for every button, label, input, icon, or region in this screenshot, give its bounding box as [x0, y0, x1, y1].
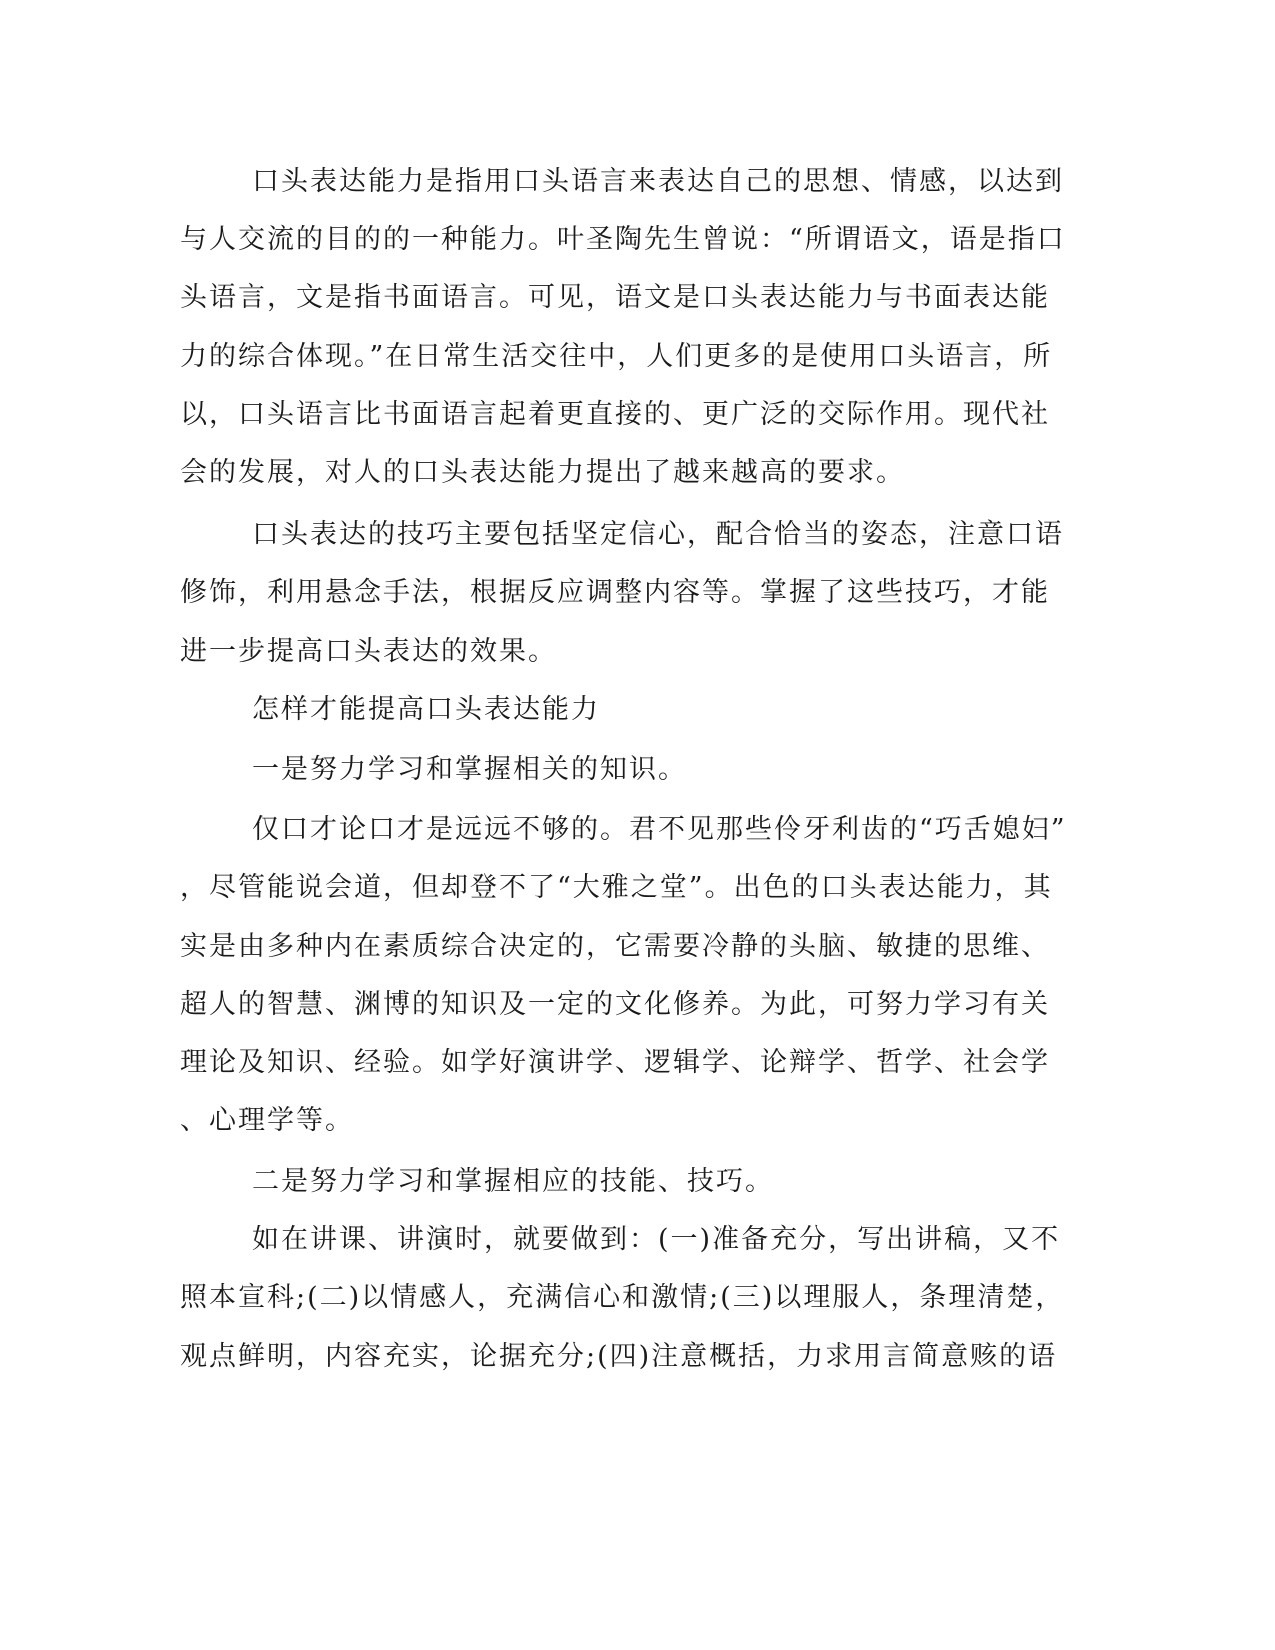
text-line: 、心理学等。 [180, 1105, 354, 1136]
text-line: 口头表达的技巧主要包括坚定信心，配合恰当的姿态，注意口语 [252, 519, 1064, 550]
section-heading: 怎样才能提高口头表达能力 [252, 694, 600, 725]
text-line: ，尽管能说会道，但却登不了“大雅之堂”。出色的口头表达能力，其 [180, 872, 1053, 903]
text-line: 与人交流的目的的一种能力。叶圣陶先生曾说：“所谓语文，语是指口 [180, 224, 1066, 255]
text-line: 以，口头语言比书面语言起着更直接的、更广泛的交际作用。现代社 [180, 399, 1050, 430]
text-line: 如在讲课、讲演时，就要做到：(一)准备充分，写出讲稿，又不 [252, 1224, 1061, 1255]
text-line: 照本宣科;(二)以情感人，充满信心和激情;(三)以理服人，条理清楚， [180, 1282, 1065, 1313]
text-line: 口头表达能力是指用口头语言来表达自己的思想、情感，以达到 [252, 166, 1064, 197]
text-line: 会的发展，对人的口头表达能力提出了越来越高的要求。 [180, 457, 905, 488]
text-line: 仅口才论口才是远远不够的。君不见那些伶牙利齿的“巧舌媳妇” [252, 814, 1067, 845]
text-line: 超人的智慧、渊博的知识及一定的文化修养。为此，可努力学习有关 [180, 989, 1050, 1020]
point-heading: 二是努力学习和掌握相应的技能、技巧。 [252, 1166, 774, 1197]
text-line: 头语言，文是指书面语言。可见，语文是口头表达能力与书面表达能 [180, 282, 1050, 313]
text-line: 观点鲜明，内容充实，论据充分;(四)注意概括，力求用言简意赅的语 [180, 1341, 1058, 1372]
text-line: 实是由多种内在素质综合决定的，它需要冷静的头脑、敏捷的思维、 [180, 931, 1050, 962]
text-line: 修饰，利用悬念手法，根据反应调整内容等。掌握了这些技巧，才能 [180, 577, 1050, 608]
point-heading: 一是努力学习和掌握相关的知识。 [252, 754, 687, 785]
text-line: 力的综合体现。”在日常生活交往中，人们更多的是使用口头语言，所 [180, 341, 1053, 372]
text-line: 理论及知识、经验。如学好演讲学、逻辑学、论辩学、哲学、社会学 [180, 1047, 1050, 1078]
text-line: 进一步提高口头表达的效果。 [180, 636, 557, 667]
